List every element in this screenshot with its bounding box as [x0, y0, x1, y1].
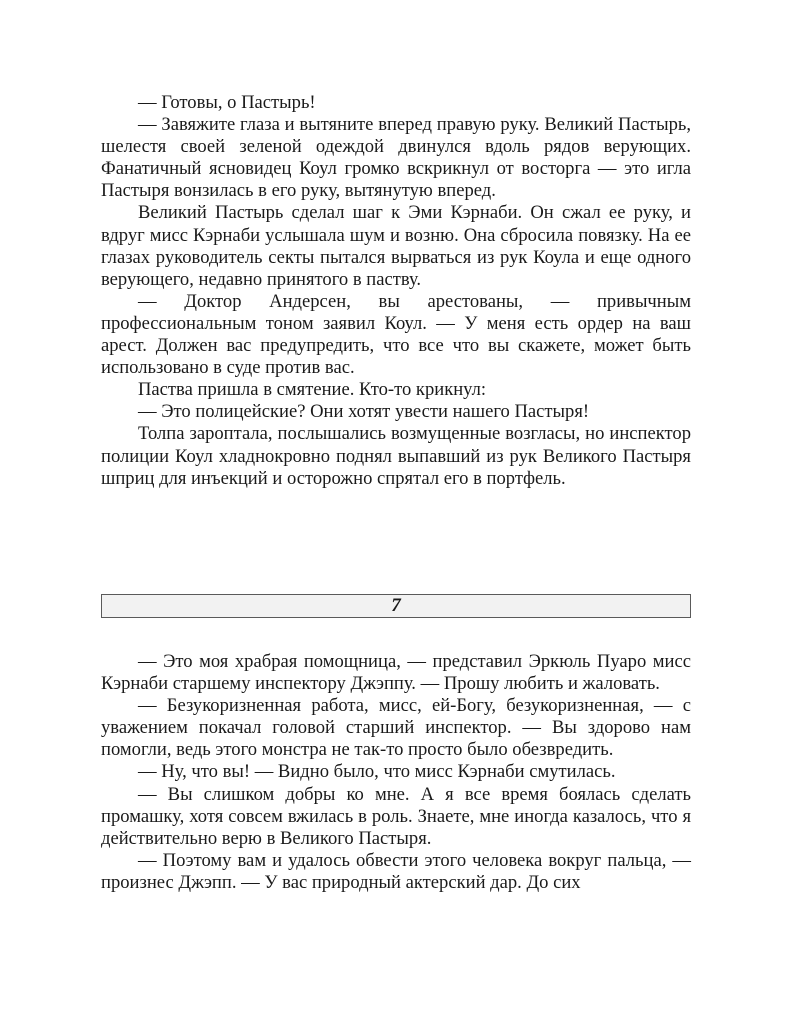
paragraph: — Завяжите глаза и вытяните вперед правую руку. Великий Пастырь, шелестя своей зеленой одеждой двинулся вдоль рядов верующих. Фанатичный ясновидец Коул громко вскрикнул от восторга — это игла Пастыря вонзилась в его руку, вытянутую вперед. — [101, 114, 691, 202]
paragraph: — Это полицейские? Они хотят увести нашего Пастыря! — [138, 401, 590, 423]
chapter-number: 7 — [391, 595, 401, 616]
paragraph: Паства пришла в смятение. Кто-то крикнул: — [138, 379, 487, 401]
paragraph: — Ну, что вы! — Видно было, что мисс Кэрнаби смутилась. — [138, 761, 616, 783]
paragraph: — Вы слишком добры ко мне. А я все время боялась сделать промашку, хотя совсем вжилась в роль. Знаете, мне иногда казалось, что я действительно верю в Великого Пастыря. — [101, 783, 691, 849]
paragraph: — Готовы, о Пастырь! — [138, 92, 316, 113]
paragraph: — Безукоризненная работа, мисс, ей-Богу, безукоризненная, — с уважением покачал головой старший инспектор. — Вы здорово нам помогли, ведь этого монстра не так-то просто было обезвредить. — [101, 695, 691, 761]
paragraph: — Доктор Андерсен, вы арестованы, — привычным профессиональным тоном заявил Коул. — У меня есть ордер на ваш арест. Должен вас предупредить, что все что вы скажете, может быть использовано в суде против вас. — [101, 290, 691, 379]
paragraph: — Это моя храбрая помощница, — представил Эркюль Пуаро мисс Кэрнаби старшему инспектору Джэппу. — Прошу любить и жаловать. — [101, 651, 691, 695]
text-block-top — [101, 92, 691, 490]
text-block-bottom — [101, 651, 691, 894]
paragraph: Великий Пастырь сделал шаг к Эми Кэрнаби. Он сжал ее руку, и вдруг мисс Кэрнаби услышала шум и возню. Она сбросила повязку. На ее глазах руководитель секты пытался вырваться из рук Коула и еще одного верующего, недавно принятого в паству. — [101, 202, 691, 290]
chapter-heading-box — [101, 594, 691, 618]
paragraph: — Поэтому вам и удалось обвести этого человека вокруг пальца, — произнес Джэпп. — У вас природный актерский дар. До сих — [101, 849, 691, 893]
paragraph: Толпа зароптала, послышались возмущенные возгласы, но инспектор полиции Коул хладнокровно поднял выпавший из рук Великого Пастыря шприц для инъекций и осторожно спрятал его в портфель. — [101, 423, 691, 489]
